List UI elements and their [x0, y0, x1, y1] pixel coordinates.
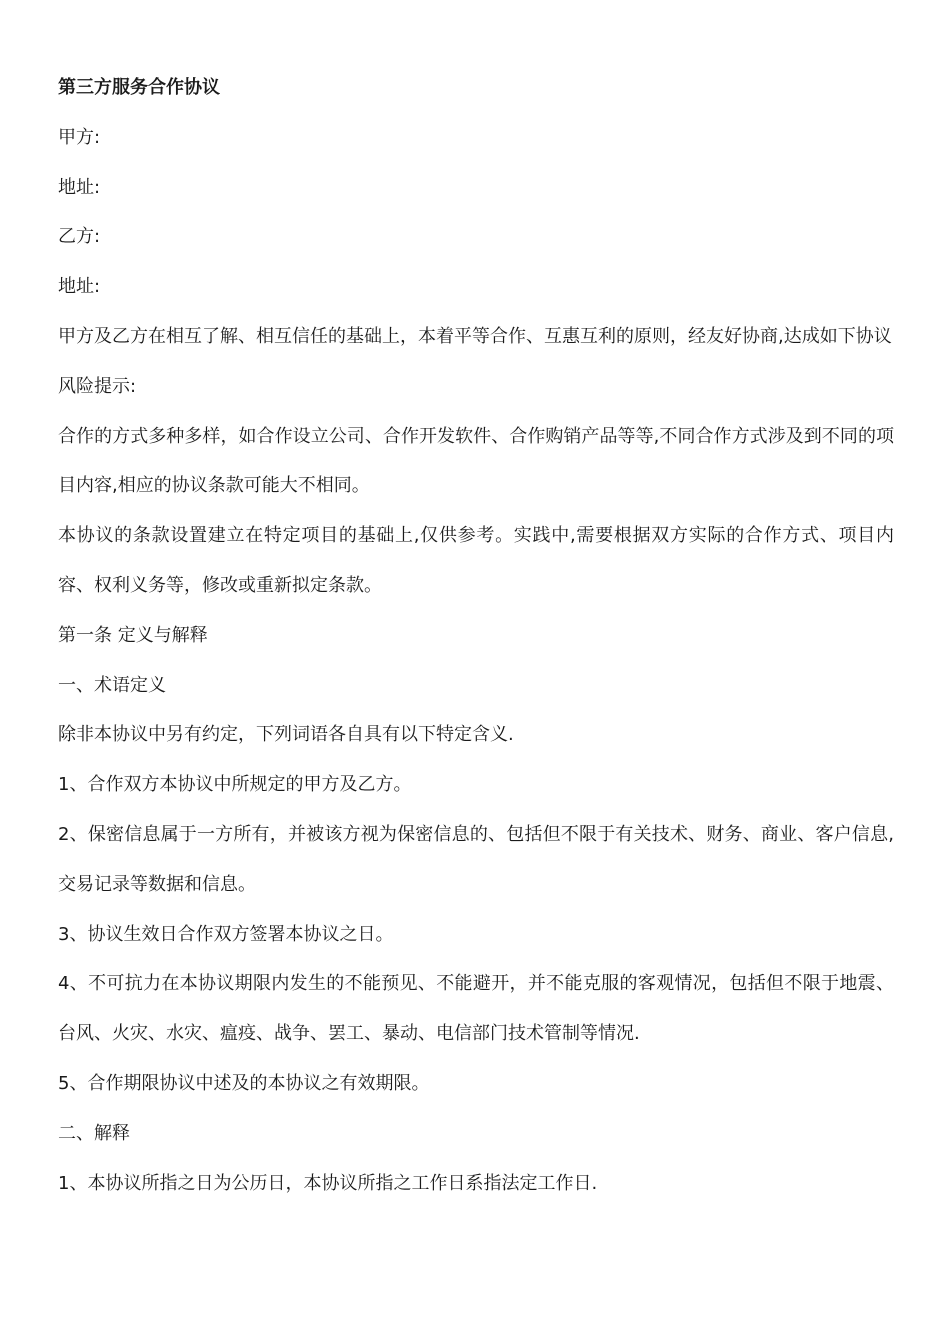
- document-body: [58, 63, 894, 1208]
- interpretation-item: 1、本协议所指之日为公历日，本协议所指之工作日系指法定工作日.: [58, 1172, 598, 1194]
- section-heading: 二、解释: [58, 1122, 130, 1144]
- definition-item: 5、合作期限协议中述及的本协议之有效期限。: [58, 1072, 430, 1094]
- party-b-address-label: 地址:: [58, 276, 101, 298]
- definition-item: 3、协议生效日合作双方签署本协议之日。: [58, 923, 394, 945]
- definition-item: 2、保密信息属于一方所有，并被该方视为保密信息的、包括但不限于有关技术、财务、商业、客户信息,交易记录等数据和信息。: [58, 823, 894, 895]
- party-b-label: 乙方:: [58, 226, 101, 248]
- party-a-label: 甲方:: [58, 126, 101, 148]
- definition-item: 4、不可抗力在本协议期限内发生的不能预见、不能避开，并不能克服的客观情况，包括但不限于地震、台风、火灾、水灾、瘟疫、战争、罢工、暴动、电信部门技术管制等情况.: [58, 973, 894, 1045]
- section-heading: 一、术语定义: [58, 674, 166, 696]
- document-title: 第三方服务合作协议: [58, 77, 220, 98]
- section-intro: 除非本协议中另有约定，下列词语各自具有以下特定含义.: [58, 724, 514, 746]
- definition-item: 1、合作双方本协议中所规定的甲方及乙方。: [58, 774, 412, 796]
- party-a-address-label: 地址:: [58, 176, 101, 198]
- risk-heading: 风险提示:: [58, 375, 137, 397]
- article-heading: 第一条 定义与解释: [58, 624, 208, 646]
- preamble-paragraph: 甲方及乙方在相互了解、相互信任的基础上，本着平等合作、互惠互利的原则，经友好协商,达成如下协议: [58, 325, 892, 347]
- risk-paragraph: 本协议的条款设置建立在特定项目的基础上,仅供参考。实践中,需要根据双方实际的合作方式、项目内容、权利义务等，修改或重新拟定条款。: [58, 525, 894, 596]
- risk-paragraph: 合作的方式多种多样，如合作设立公司、合作开发软件、合作购销产品等等,不同合作方式涉及到不同的项目内容,相应的协议条款可能大不相同。: [58, 425, 894, 497]
